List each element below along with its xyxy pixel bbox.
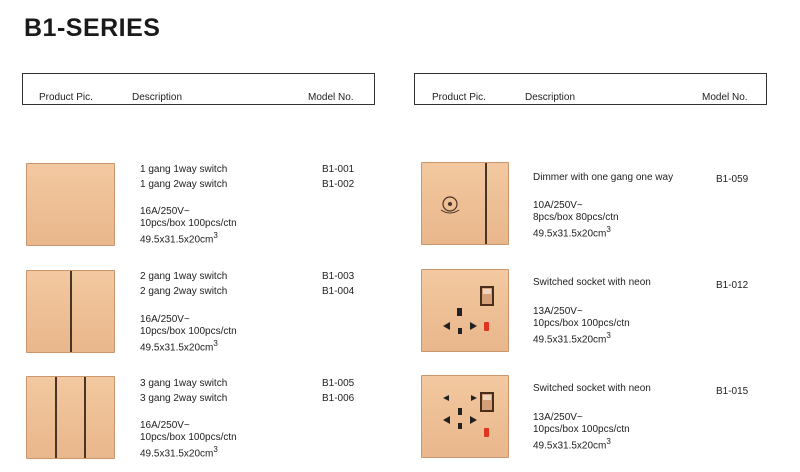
product-description: 1 gang 1way switch 1 gang 2way switch [140,164,228,190]
header-product-pic: Product Pic. [432,92,486,103]
product-description: 2 gang 1way switch 2 gang 2way switch [140,271,228,297]
product-description: Switched socket with neon [533,277,651,288]
neon-indicator-icon [484,428,489,437]
header-product-pic: Product Pic. [39,92,93,103]
rocker-switch-icon [480,392,494,412]
header-description: Description [132,92,183,103]
universal-socket-icon [440,390,480,434]
product-description: Switched socket with neon [533,383,651,394]
product-image-1-gang-switch [26,163,115,246]
left-table-header [22,73,375,105]
dimmer-knob-icon [438,192,462,216]
model-number: B1-003 B1-004 [322,271,355,297]
product-spec: 16A/250V~ 10pcs/box 100pcs/ctn $49.5x31.5x20cm^3$ [140,420,237,460]
universal-socket-icon [440,304,480,340]
header-description: Description [525,92,576,103]
header-model-no: Model No. [308,92,354,103]
model-number: B1-015 [716,386,749,397]
product-spec: 16A/250V~ 10pcs/box 100pcs/ctn $49.5x31.5x20cm^3$ [140,206,237,246]
model-number: B1-012 [716,280,749,291]
product-image-switched-socket [421,269,509,352]
product-spec: 13A/250V~ 10pcs/box 100pcs/ctn $49.5x31.5x20cm^3$ [533,306,630,346]
product-image-3-gang-switch [26,376,115,459]
model-number: B1-059 [716,174,749,185]
product-spec: 16A/250V~ 10pcs/box 100pcs/ctn $49.5x31.5x20cm^3$ [140,314,237,354]
product-spec: 13A/250V~ 10pcs/box 100pcs/ctn $49.5x31.5x20cm^3$ [533,412,630,452]
rocker-switch-icon [480,286,494,306]
page-title: B1-SERIES [24,14,161,42]
product-description: 3 gang 1way switch 3 gang 2way switch [140,378,228,404]
product-image-dimmer-switch [421,162,509,245]
neon-indicator-icon [484,322,489,331]
model-number: B1-005 B1-006 [322,378,355,404]
product-image-switched-socket [421,375,509,458]
model-number: B1-001 B1-002 [322,164,355,190]
header-model-no: Model No. [702,92,748,103]
product-description: Dimmer with one gang one way [533,172,674,183]
right-table-header [414,73,767,105]
product-spec: 10A/250V~ 8pcs/box 80pcs/ctn $49.5x31.5x20cm^3$ [533,200,619,240]
product-image-2-gang-switch [26,270,115,353]
